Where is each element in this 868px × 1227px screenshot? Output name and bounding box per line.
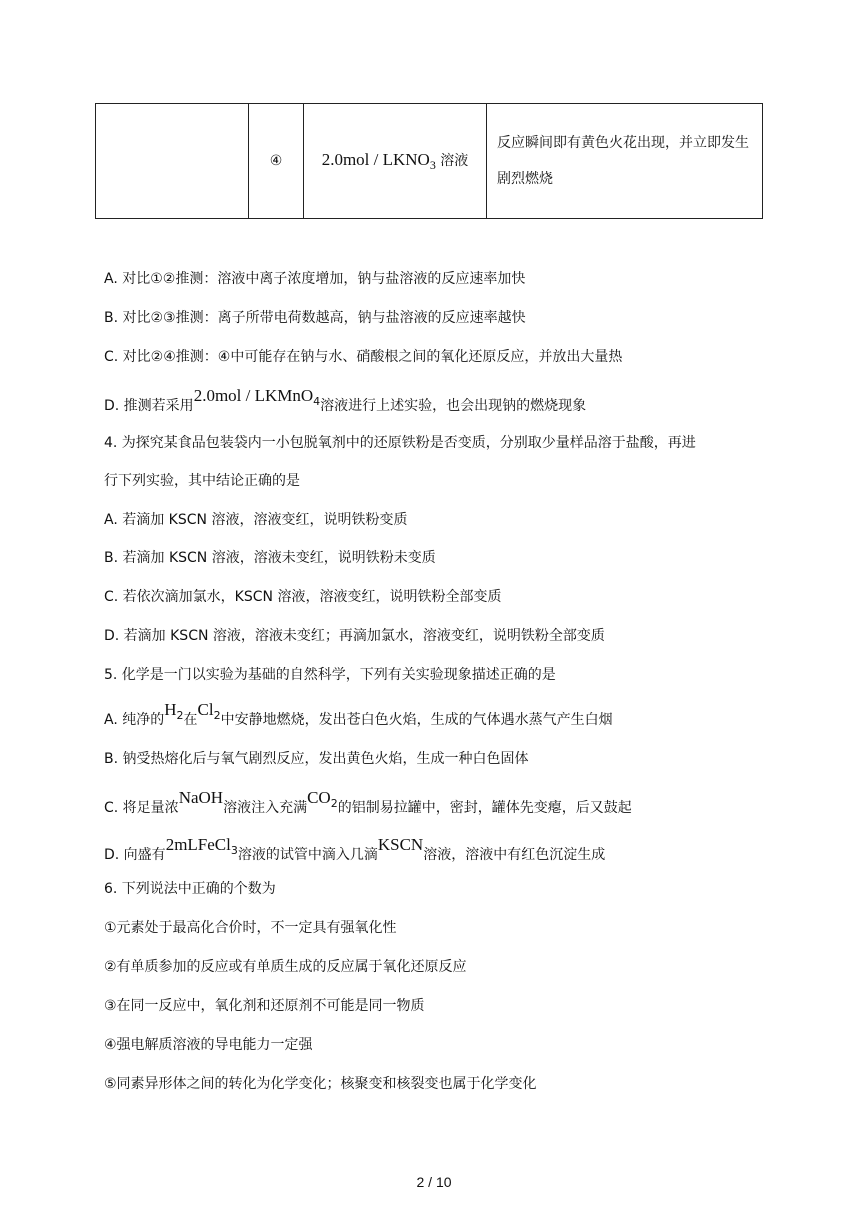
q5-d-formula-fecl3: 2mLFeCl	[165, 835, 231, 854]
q5-d-mid: 溶液的试管中滴入几滴	[237, 847, 378, 863]
q6-statement-1: ①元素处于最高化合价时，不一定具有强氧化性	[104, 920, 397, 936]
q3-d-suffix: 溶液进行上述实验，也会出现钠的燃烧现象	[320, 398, 587, 414]
q5-c-formula-naoh: NaOH	[178, 788, 224, 807]
q5-a-formula-cl2: Cl	[197, 700, 214, 719]
q5-d-prefix: D. 向盛有	[104, 847, 166, 863]
q4-stem-line1: 4. 为探究某食品包装袋内一小包脱氧剂中的还原铁粉是否变质，分别取少量样品溶于盐酸，再进	[104, 435, 696, 451]
q5-option-b: B. 钠受热熔化后与氧气剧烈反应，发出黄色火焰，生成一种白色固体	[104, 751, 529, 767]
phenomenon-cell: 反应瞬间即有黄色火花出现，并立即发生剧烈燃烧	[487, 104, 763, 219]
reagent-cell	[304, 104, 487, 219]
q3-option-c: C. 对比②④推测：④中可能存在钠与水、硝酸根之间的氧化还原反应，并放出大量热	[104, 349, 623, 365]
q3-option-a: A. 对比①②推测：溶液中离子浓度增加，钠与盐溶液的反应速率加快	[104, 271, 526, 287]
q5-d-formula-kscn: KSCN	[377, 835, 424, 854]
q5-c-formula-co2: CO	[307, 788, 331, 807]
q6-statement-4: ④强电解质溶液的导电能力一定强	[104, 1037, 313, 1053]
q5-a-sub1: 2	[176, 708, 184, 722]
table-row	[96, 104, 763, 219]
q5-a-mid: 在	[183, 712, 198, 728]
q5-option-d	[104, 835, 606, 866]
reagent-subscript: 3	[429, 157, 436, 172]
q5-c-prefix: C. 将足量浓	[104, 800, 179, 816]
q4-option-c: C. 若依次滴加氯水，KSCN 溶液，溶液变红，说明铁粉全部变质	[104, 589, 502, 605]
q5-c-mid: 溶液注入充满	[223, 800, 308, 816]
q5-option-a	[104, 700, 613, 731]
q4-stem-line2: 行下列实验，其中结论正确的是	[104, 473, 300, 489]
q5-d-sub: 3	[230, 843, 238, 857]
q6-statement-5: ⑤同素异形体之间的转化为化学变化；核聚变和核裂变也属于化学变化	[104, 1076, 537, 1092]
row-number-cell: ④	[249, 104, 304, 219]
q3-d-subscript: 4	[313, 394, 321, 408]
experiment-table	[95, 103, 763, 219]
q6-statement-3: ③在同一反应中，氧化剂和还原剂不可能是同一物质	[104, 998, 425, 1014]
q5-c-suffix: 的铝制易拉罐中，密封，罐体先变瘪，后又鼓起	[337, 800, 632, 816]
q3-d-formula: 2.0mol / LKMnO	[193, 386, 314, 405]
q5-stem: 5. 化学是一门以实验为基础的自然科学，下列有关实验现象描述正确的是	[104, 667, 556, 683]
q5-a-formula-h2: H	[164, 700, 177, 719]
q4-option-a: A. 若滴加 KSCN 溶液，溶液变红，说明铁粉变质	[104, 512, 408, 528]
q3-d-prefix: D. 推测若采用	[104, 398, 194, 414]
q5-a-sub2: 2	[213, 708, 221, 722]
q5-c-sub: 2	[330, 796, 338, 810]
q6-stem: 6. 下列说法中正确的个数为	[104, 881, 276, 897]
q5-d-suffix: 溶液，溶液中有红色沉淀生成	[423, 847, 606, 863]
q6-statement-2: ②有单质参加的反应或有单质生成的反应属于氧化还原反应	[104, 959, 467, 975]
empty-cell	[96, 104, 249, 219]
q5-option-c	[104, 788, 632, 819]
reagent-formula: 2.0mol / LKNO	[321, 149, 430, 169]
q4-option-b: B. 若滴加 KSCN 溶液，溶液未变红，说明铁粉未变质	[104, 550, 436, 566]
reagent-suffix: 溶液	[440, 152, 469, 169]
page-number: 2 / 10	[416, 1174, 452, 1190]
q5-a-prefix: A. 纯净的	[104, 712, 165, 728]
q3-option-d	[104, 386, 587, 417]
q5-a-suffix: 中安静地燃烧，发出苍白色火焰，生成的气体遇水蒸气产生白烟	[220, 712, 613, 728]
q3-option-b: B. 对比②③推测：离子所带电荷数越高，钠与盐溶液的反应速率越快	[104, 310, 526, 326]
q4-option-d: D. 若滴加 KSCN 溶液，溶液未变红；再滴加氯水，溶液变红，说明铁粉全部变质	[104, 628, 605, 644]
